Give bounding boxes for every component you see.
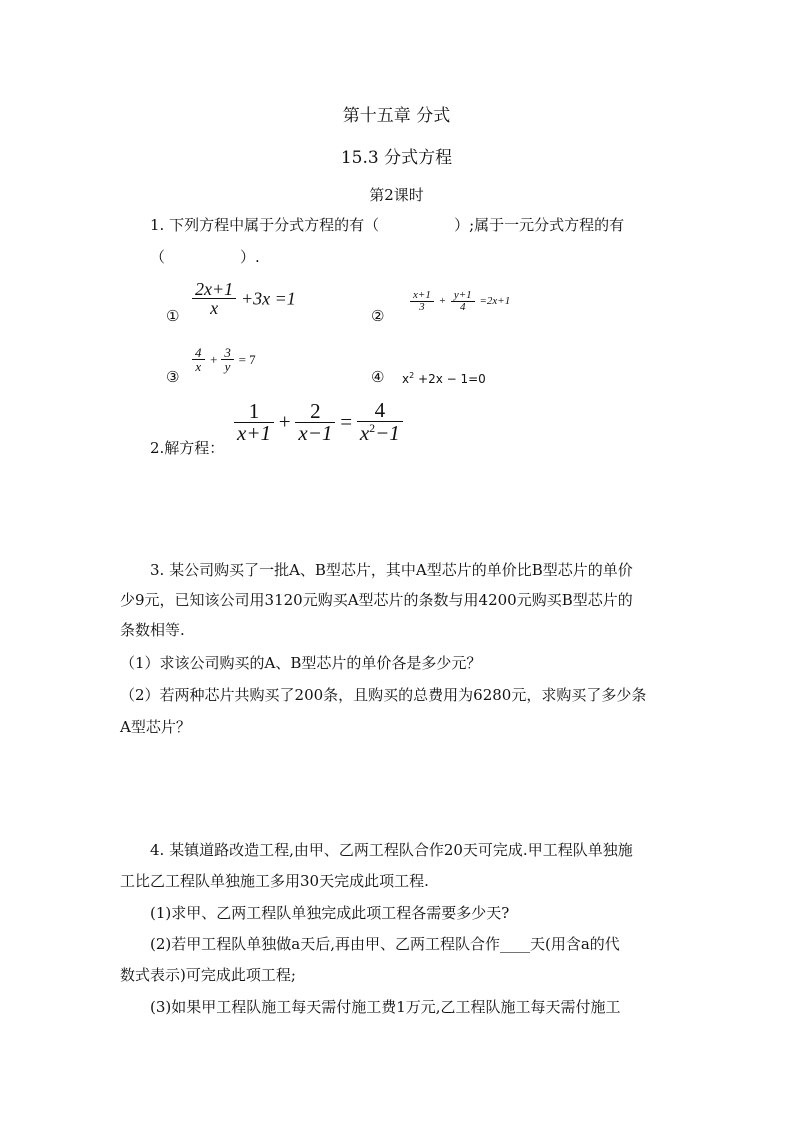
q1-option-4-marker: ④ [371, 368, 385, 386]
lesson-label: 第2课时 [369, 186, 424, 204]
q3-line-2: 少9元，已知该公司用3120元购买A型芯片的条数与用4200元购买B型芯片的 [120, 591, 633, 609]
q3-line-4: （1）求该公司购买的A、B型芯片的单价各是多少元？ [120, 654, 482, 672]
q3-line-6: A型芯片？ [120, 718, 191, 736]
q4-line-5: 数式表示)可完成此项工程; [120, 966, 296, 984]
q1-option-3-marker: ③ [166, 368, 180, 386]
q4-line-1: 4. 某镇道路改造工程,由甲、乙两工程队合作20天可完成.甲工程队单独施 [150, 841, 633, 859]
q1-option-1-equation: $\frac{2x+1}{x}$ +3x =1 [192, 280, 296, 317]
q3-line-1: 3. 某公司购买了一批A、B型芯片，其中A型芯片的单价比B型芯片的单价 [150, 561, 633, 579]
q1-option-2-marker: ② [371, 307, 385, 325]
q4-line-6: (3)如果甲工程队施工每天需付施工费1万元,乙工程队施工每天需付施工 [150, 998, 621, 1016]
q1-option-4-equation: $x^2 +2x - 1=0$ [402, 371, 486, 386]
q1-option-3-equation: $\frac{4}{x}$ + $\frac{3}{y}$ = 7 [192, 346, 256, 373]
q3-line-5: （2）若两种芯片共购买了200条，且购买的总费用为6280元，求购买了多少条 [120, 686, 647, 704]
q2-label: 2.解方程： [150, 439, 225, 457]
q1-line-1: 1. 下列方程中属于分式方程的有（ ）;属于一元分式方程的有 [150, 216, 625, 234]
q1-option-1-marker: ① [166, 307, 180, 325]
chapter-title: 第十五章 分式 [342, 106, 451, 126]
section-title: 15.3 分式方程 [340, 148, 453, 168]
q4-line-4: (2)若甲工程队单独做a天后,再由甲、乙两工程队合作____天(用含a的代 [150, 935, 620, 953]
q1-option-2-equation: $\frac{x+1}{3}$ + $\frac{y+1}{4}$ =2x+1 [410, 290, 510, 313]
q2-equation: $\frac{1}{x+1}$ + $\frac{2}{x-1}$ = $\frac{4}{x^2-1}$ [234, 400, 403, 444]
q4-line-2: 工比乙工程队单独施工多用30天完成此项工程. [120, 872, 429, 890]
q4-line-3: (1)求甲、乙两工程队单独完成此项工程各需要多少天? [150, 904, 510, 922]
q3-line-3: 条数相等. [120, 621, 185, 639]
q1-line-2: （ ）. [150, 248, 260, 266]
